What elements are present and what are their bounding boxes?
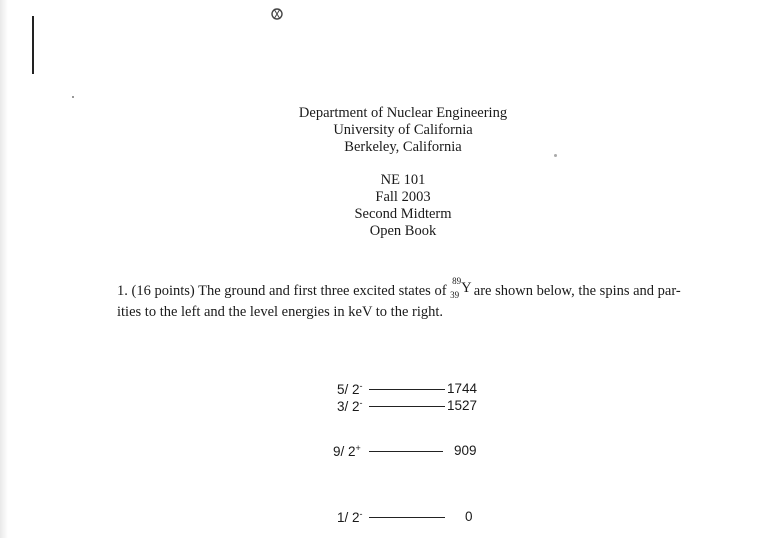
question-lead: 1. (16 points) The ground and first three excited states of [117,283,451,299]
header-line: Berkeley, California [344,139,462,155]
level-energy: 0 [465,509,473,524]
level-spin: 9/ 2+ [333,443,361,459]
mass-number: 89 [452,276,462,286]
atomic-number: 39 [450,290,460,300]
header-line: Department of Nuclear Engineering [298,105,508,121]
level-parity: - [359,509,363,519]
header-line: University of California [333,122,473,138]
question-line-2: ities to the left and the level energies in keV to the right. [117,304,444,320]
level-parity: - [359,381,363,391]
course-line: NE 101 [380,172,426,188]
question-rest: are shown below, the spins and par- [470,283,681,299]
course-line: Open Book [369,223,437,239]
level-energy: 1744 [447,381,478,396]
level-energy: 909 [454,443,477,458]
level-line [369,406,445,407]
level-spin: 5/ 2- [337,381,363,397]
level-parity: - [359,398,363,408]
level-spin: 3/ 2- [337,398,363,414]
level-spin: 1/ 2- [337,509,363,525]
course-line: Second Midterm [354,206,452,222]
level-parity: + [355,443,361,453]
level-energy: 1527 [447,398,478,413]
level-line [369,451,443,452]
element-symbol: Y [461,280,472,296]
course-line: Fall 2003 [375,189,431,205]
level-line [369,517,445,518]
level-line [369,389,445,390]
